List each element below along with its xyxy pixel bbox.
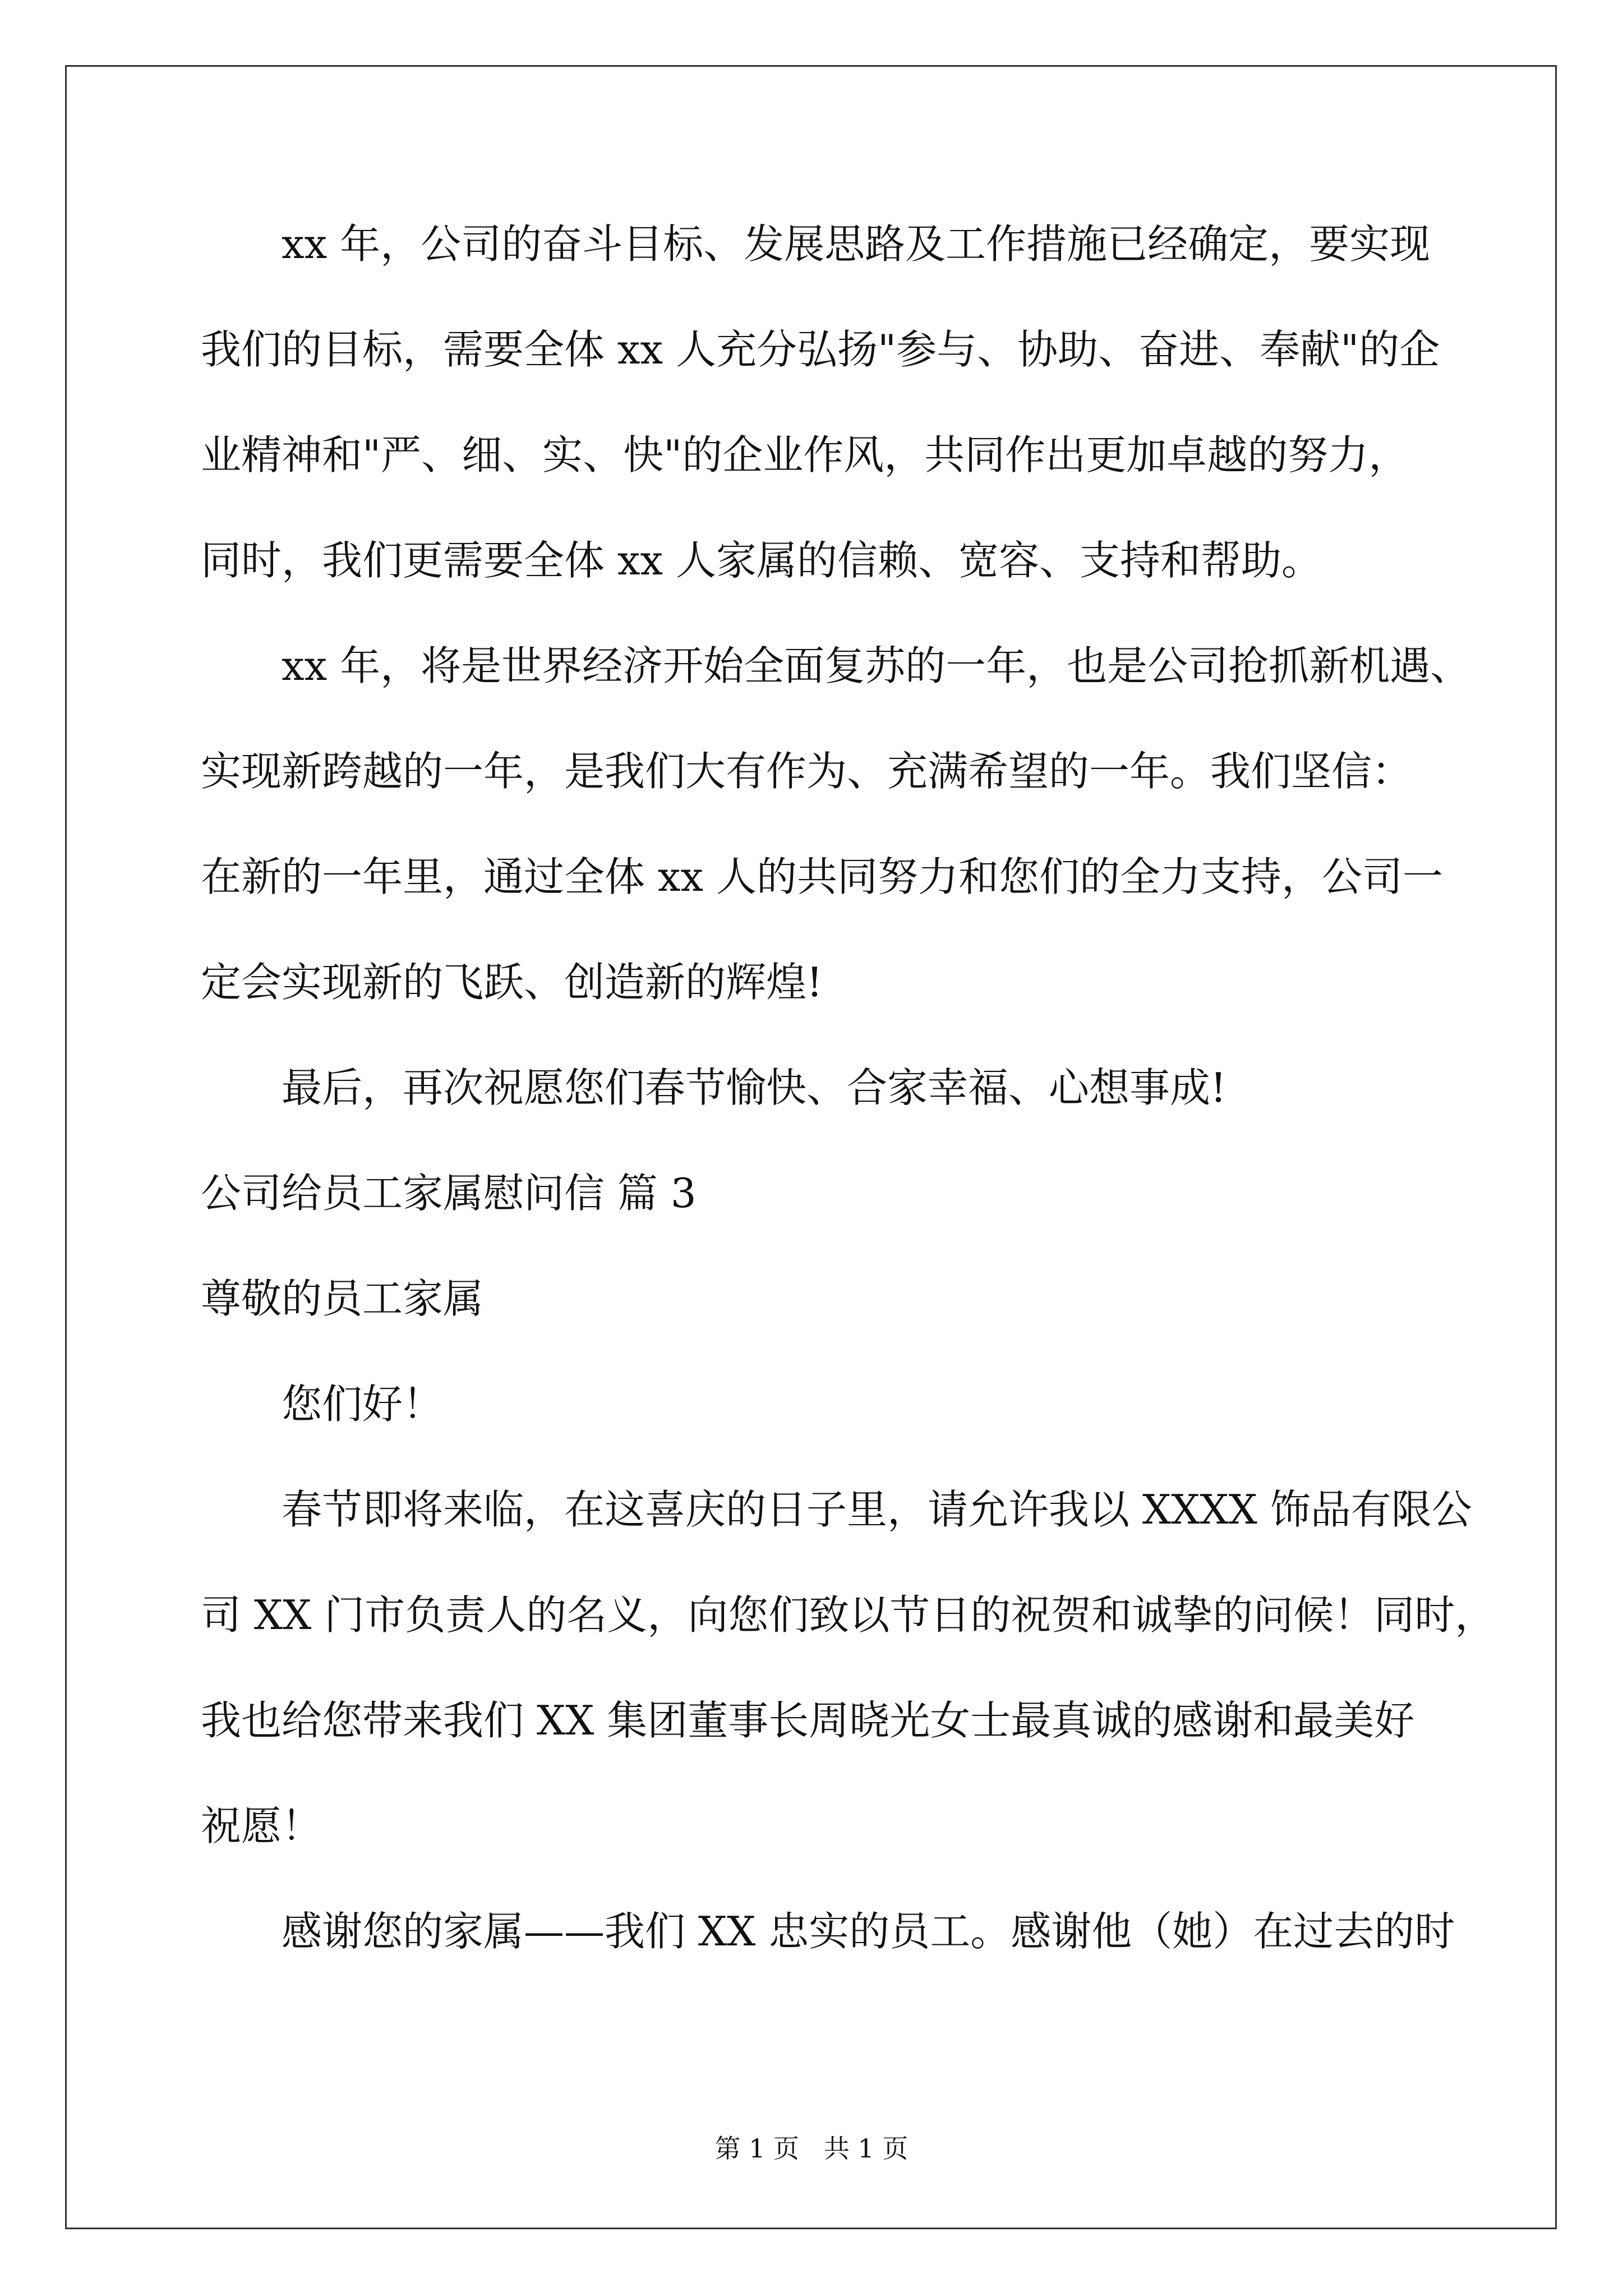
section-heading: 公司给员工家属慰问信 篇 3 [201, 1170, 697, 1217]
paragraph-line: 春节即将来临，在这喜庆的日子里，请允许我以 XXXX 饰品有限公 [282, 1486, 1472, 1533]
paragraph-line: 实现新跨越的一年，是我们大有作为、充满希望的一年。我们坚信： [201, 748, 1413, 795]
greeting: 您们好！ [282, 1381, 444, 1428]
paragraph-line: 感谢您的家属——我们 XX 忠实的员工。感谢他（她）在过去的时 [282, 1908, 1455, 1955]
page-footer: 第 1 页 共 1 页 [714, 2133, 909, 2164]
paragraph-line: 祝愿！ [201, 1802, 322, 1849]
salutation: 尊敬的员工家属 [201, 1275, 484, 1322]
paragraph-line: 定会实现新的飞跃、创造新的辉煌! [201, 959, 823, 1006]
paragraph-line: 我们的目标，需要全体 xx 人充分弘扬"参与、协助、奋进、奉献"的企 [201, 326, 1440, 373]
paragraph-line: 业精神和"严、细、实、快"的企业作风，共同作出更加卓越的努力， [201, 431, 1409, 478]
paragraph-line: 最后，再次祝愿您们春节愉快、合家幸福、心想事成! [282, 1064, 1227, 1111]
page-border [65, 65, 1557, 2229]
paragraph-line: 司 XX 门市负责人的名义，向您们致以节日的祝贺和诚挚的问候！同时， [201, 1591, 1496, 1639]
paragraph-line: 我也给您带来我们 XX 集团董事长周晓光女士最真诚的感谢和最美好 [201, 1697, 1415, 1744]
paragraph-line: xx 年，公司的奋斗目标、发展思路及工作措施已经确定，要实现 [282, 220, 1431, 268]
paragraph-line: 同时，我们更需要全体 xx 人家属的信赖、宽容、支持和帮助。 [201, 537, 1322, 584]
paragraph-line: 在新的一年里，通过全体 xx 人的共同努力和您们的全力支持，公司一 [201, 853, 1443, 900]
paragraph-line: xx 年，将是世界经济开始全面复苏的一年，也是公司抢抓新机遇、 [282, 642, 1471, 689]
